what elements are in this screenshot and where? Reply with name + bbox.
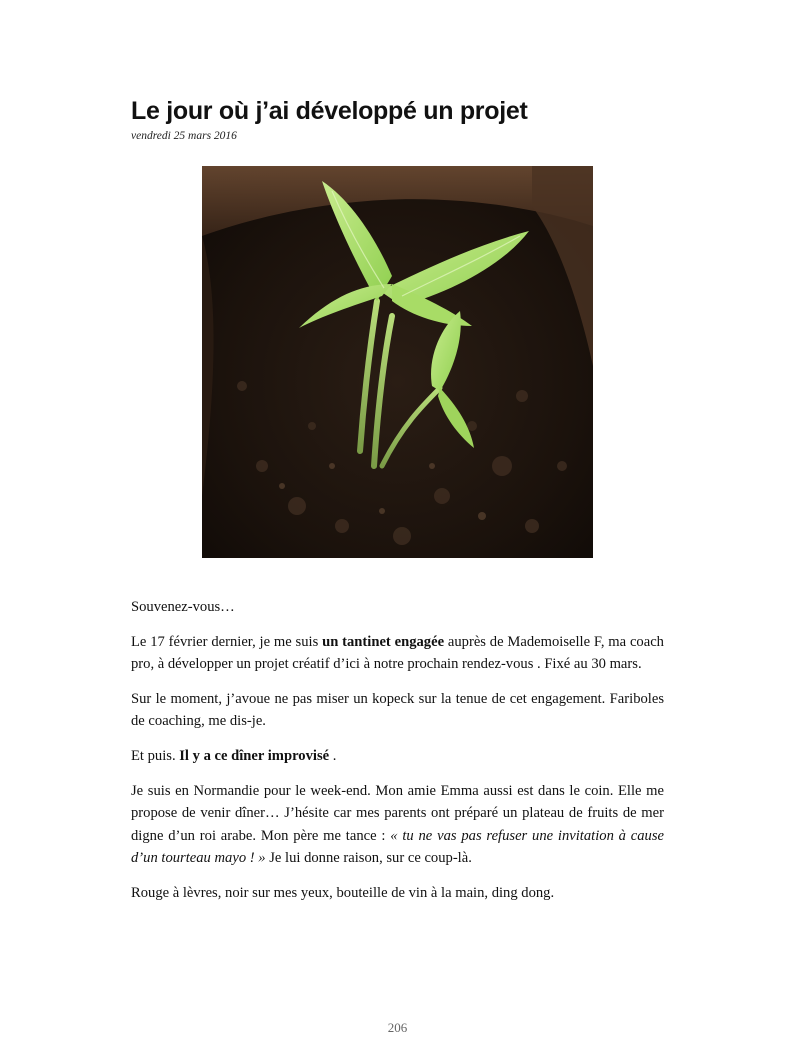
- quote-text: « tu ne vas pas refuser une invitation à cause d’un tourteau mayo ! »: [131, 827, 665, 867]
- article-body: [131, 596, 664, 917]
- seedling-photo-icon: [202, 166, 593, 558]
- paragraph: [131, 631, 664, 676]
- paragraph: [131, 688, 664, 733]
- paragraph: [131, 780, 664, 870]
- paragraph: [131, 882, 664, 905]
- paragraph-text: Et puis.: [131, 747, 180, 764]
- paragraph-text: Je lui donne raison, sur ce coup-là.: [265, 850, 472, 867]
- paragraph-text: Rouge à lèvres, noir sur mes yeux, bouteille de vin à la main, ding dong.: [131, 884, 555, 901]
- paragraph-text: Je suis en Normandie pour le week-end. Mon amie Emma aussi est dans le coin. Elle me propose de venir dîner… J’hésite car mes parents ont préparé un plateau de fruits de mer digne d’un roi arabe. Mon père me tance :: [131, 782, 664, 844]
- paragraph-text: .: [329, 747, 337, 764]
- paragraph: [131, 596, 664, 619]
- paragraph-text: Souvenez-vous…: [131, 599, 235, 615]
- paragraph: [131, 745, 664, 768]
- post-date: vendredi 25 mars 2016: [131, 130, 237, 142]
- emphasis-text: Il y a ce dîner improvisé: [179, 747, 330, 764]
- paragraph-text: Sur le moment, j’avoue ne pas miser un kopeck sur la tenue de cet engagement. Fariboles de coaching, me dis-je.: [131, 690, 664, 730]
- paragraph-text: Le 17 février dernier, je me suis: [131, 633, 323, 650]
- page-number: 206: [387, 1020, 408, 1035]
- emphasis-text: un tantinet engagée: [322, 633, 445, 650]
- paragraph-text: auprès de Mademoiselle F, ma coach pro, à développer un projet créatif d’ici à notre prochain rendez-vous . Fixé au 30 mars.: [131, 633, 664, 673]
- post-title: Le jour où j’ai développé un projet: [131, 97, 528, 125]
